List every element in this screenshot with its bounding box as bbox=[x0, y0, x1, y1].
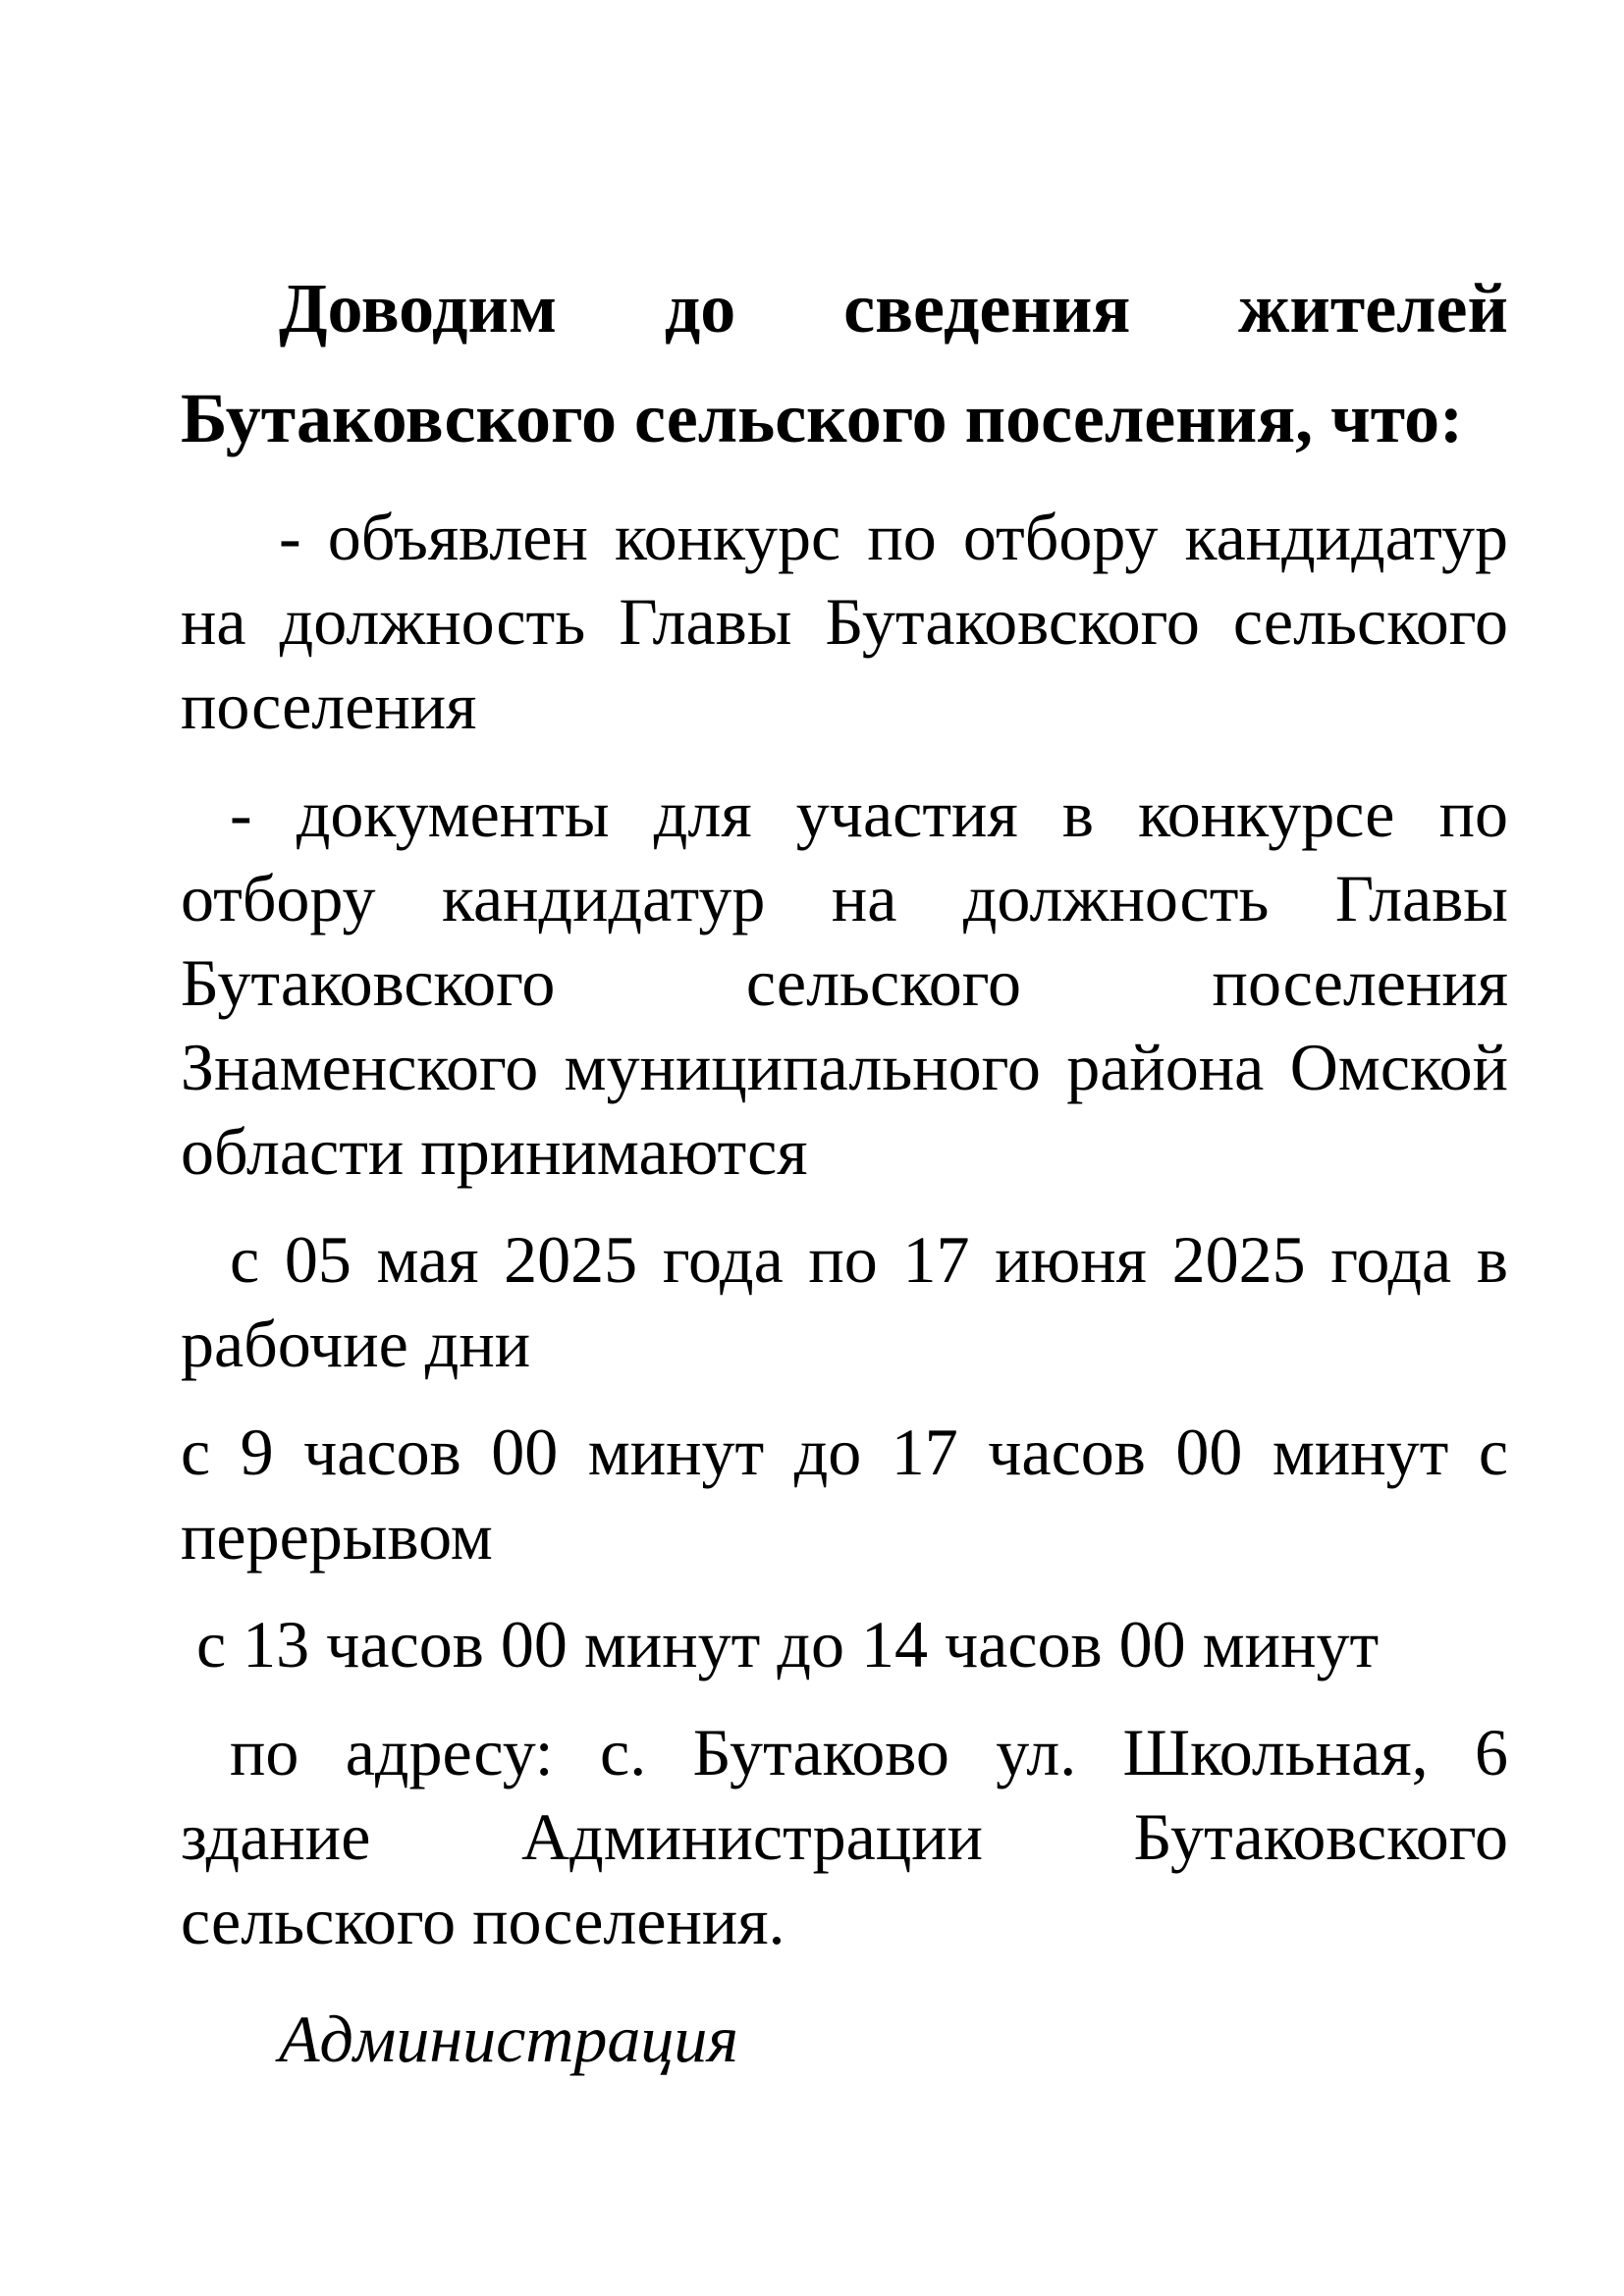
paragraph-contest-announced: - объявлен конкурс по отбору кандидатур на должность Главы Бутаковского сельского поселения bbox=[181, 500, 1508, 743]
announcement-heading: Доводим до сведения жителей Бутаковского сельского поселения, что: bbox=[181, 269, 1508, 457]
paragraph-documents-accepted: - документы для участия в конкурсе по отбору кандидатур на должность Главы Бутаковского сельского поселения Знаменского муниципального района Омской области принимаются bbox=[181, 776, 1508, 1189]
paragraph-address: по адресу: с. Бутаково ул. Школьная, 6 здание Администрации Бутаковского сельского поселения. bbox=[181, 1715, 1508, 1958]
paragraph-working-hours: с 9 часов 00 минут до 17 часов 00 минут с перерывом bbox=[181, 1415, 1508, 1574]
announcement bbox=[181, 253, 1508, 2081]
paragraph-date-range: с 05 мая 2025 года по 17 июня 2025 года в рабочие дни bbox=[181, 1222, 1508, 1381]
signature: Администрация bbox=[279, 2002, 738, 2076]
paragraph-break-hours: с 13 часов 00 минут до 14 часов 00 минут bbox=[196, 1607, 1380, 1682]
